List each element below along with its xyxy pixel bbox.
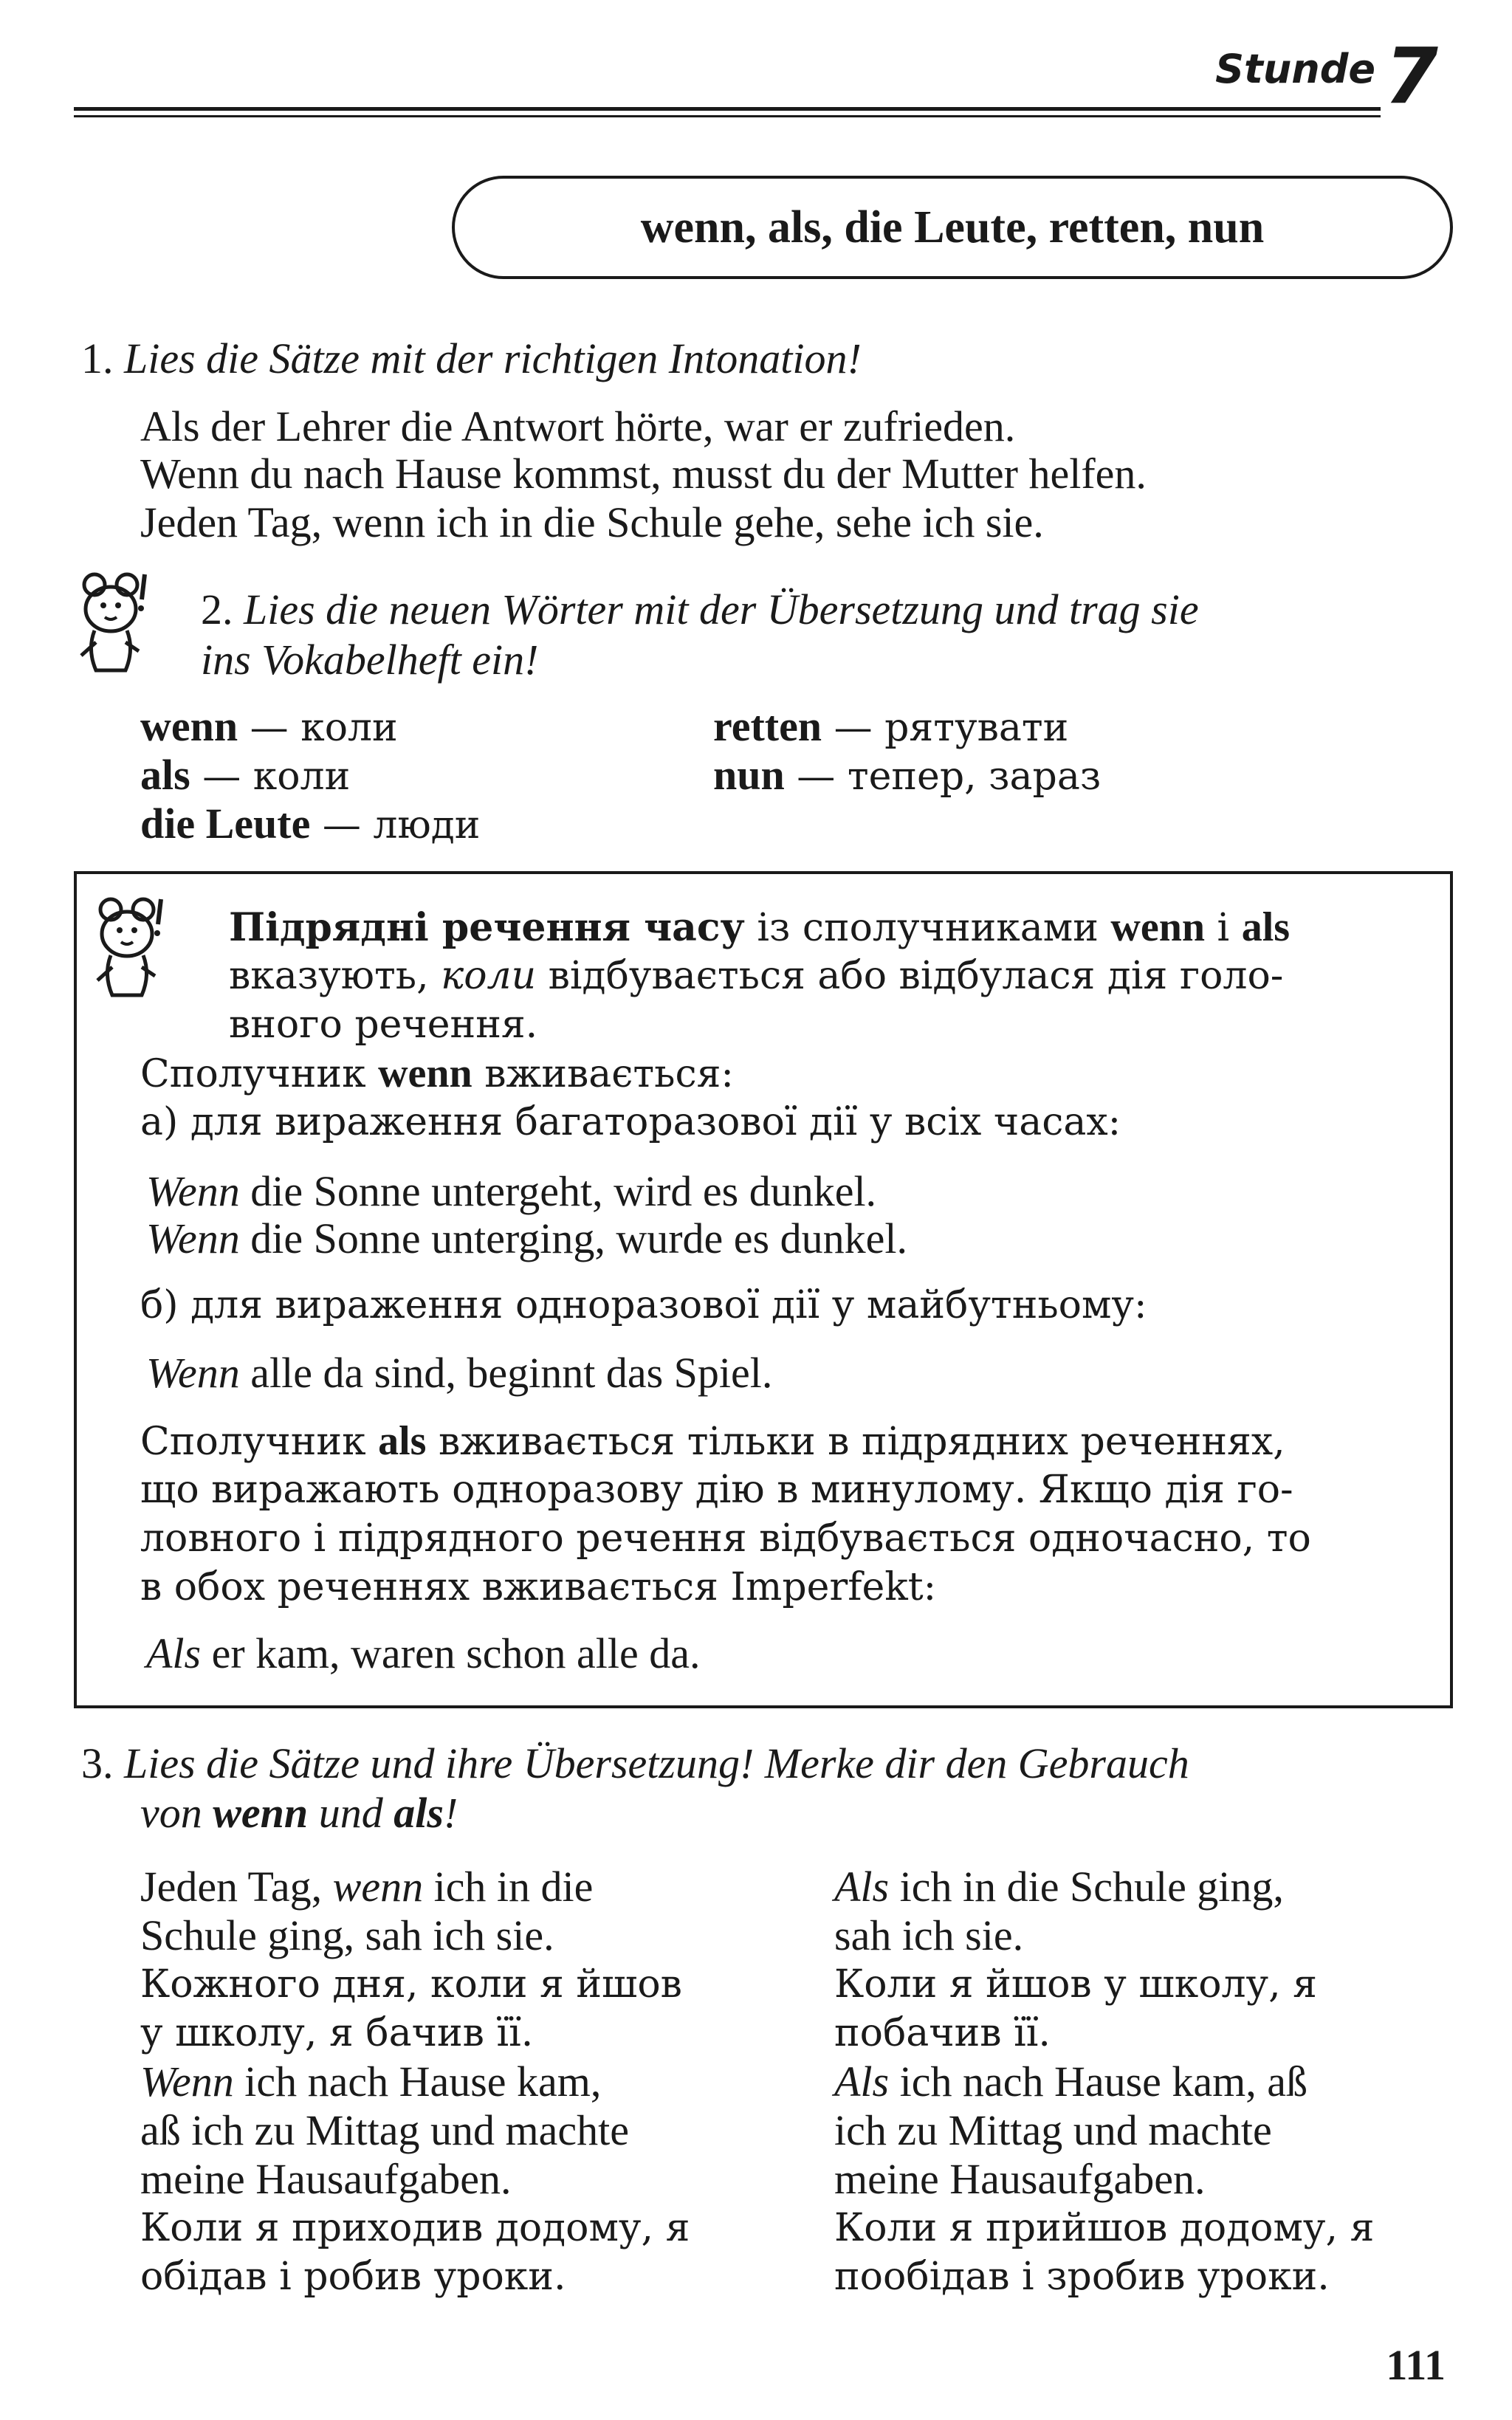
- task3-instruction-1: Lies die Sätze und ihre Übersetzung! Merke dir den Gebrauch: [124, 1739, 1189, 1787]
- task3-left-line-7: meine Hausaufgaben.: [140, 2155, 512, 2203]
- grammar-line-6: б) для вираження одноразової дії у майбутньому:: [140, 1283, 1147, 1327]
- grammar-text: і: [1205, 906, 1242, 950]
- instruction-keyword-als: als: [394, 1789, 444, 1837]
- task1-heading: [81, 334, 862, 384]
- example-conjunction: Wenn: [140, 2058, 234, 2106]
- example-text: ich nach Hause kam,: [233, 2058, 602, 2106]
- vocab-translation: тепер, зараз: [847, 754, 1102, 799]
- example-conjunction: Als: [146, 1629, 202, 1677]
- instruction-text: von: [140, 1789, 213, 1837]
- instruction-text: und: [308, 1789, 394, 1837]
- vocab-entry-wenn: [140, 701, 398, 753]
- grammar-text: із сполучниками: [744, 906, 1111, 950]
- grammar-text: Сполучник: [140, 1420, 379, 1464]
- example-text: alle da sind, beginnt das Spiel.: [239, 1349, 773, 1397]
- grammar-text: вживається:: [472, 1052, 734, 1096]
- example-text: die Sonne unterging, wurde es dunkel.: [239, 1214, 907, 1262]
- grammar-line-3: вного речення.: [229, 1003, 538, 1047]
- grammar-example-2: [146, 1214, 907, 1264]
- example-text: Jeden Tag,: [140, 1863, 333, 1911]
- task3-right-line-9: пообідав і зробив уроки.: [834, 2255, 1330, 2299]
- grammar-term: Підрядні речення часу: [229, 905, 745, 950]
- example-text: er kam, waren schon alle da.: [201, 1629, 701, 1677]
- vocab-word: als: [140, 751, 190, 799]
- task1-instruction: Lies die Sätze mit der richtigen Intonation!: [124, 334, 862, 382]
- task1-number: 1.: [81, 334, 114, 382]
- vocabulary-banner-text: wenn, als, die Leute, retten, nun: [640, 202, 1265, 252]
- vocab-translation: коли: [300, 706, 398, 750]
- vocab-entry-die-leute: [140, 799, 480, 850]
- example-text: ich nach Hause kam, aß: [889, 2058, 1308, 2106]
- task3-heading: [81, 1739, 1189, 1789]
- vocab-word: retten: [713, 702, 822, 750]
- example-text: die Sonne untergeht, wird es dunkel.: [239, 1167, 877, 1215]
- task3-right-line-3: Коли я йшов у школу, я: [834, 1962, 1317, 2007]
- grammar-example-1: [146, 1166, 876, 1217]
- grammar-line-4: [140, 1048, 734, 1099]
- example-conjunction: Als: [834, 2058, 890, 2106]
- vocab-word: nun: [713, 751, 785, 799]
- example-conjunction: Wenn: [146, 1214, 240, 1262]
- vocab-translation: коли: [252, 754, 351, 799]
- bear-mascot-icon: [74, 568, 155, 679]
- grammar-line-8: що виражають одноразову дію в минулому. Якщо дія го-: [140, 1468, 1293, 1512]
- task2-heading: [201, 585, 1199, 635]
- task2-number: 2.: [201, 585, 233, 633]
- task3-left-line-5: [140, 2057, 601, 2107]
- grammar-line-5: а) для вираження багаторазової дії у всіх часах:: [140, 1100, 1121, 1144]
- grammar-line-1: [229, 902, 1290, 953]
- task3-left-line-6: aß ich zu Mittag und machte: [140, 2106, 629, 2154]
- grammar-text: відбувається або відбулася дія голо-: [536, 954, 1284, 998]
- task1-line-1: Als der Lehrer die Antwort hörte, war er zufrieden.: [140, 402, 1016, 450]
- task3-instruction-2: [140, 1788, 458, 1838]
- task3-left-line-1: [140, 1862, 593, 1912]
- task1-line-3: Jeden Tag, wenn ich in die Schule gehe, sehe ich sie.: [140, 498, 1044, 546]
- task1-line-2: Wenn du nach Hause kommst, musst du der Mutter helfen.: [140, 450, 1147, 498]
- page-number: 111: [1386, 2341, 1446, 2389]
- task3-right-line-5: [834, 2057, 1307, 2107]
- task3-left-line-8: Коли я приходив додому, я: [140, 2206, 690, 2250]
- grammar-example-3: [146, 1348, 772, 1398]
- grammar-emphasis: коли: [441, 954, 537, 998]
- example-conjunction: Als: [834, 1863, 890, 1911]
- lesson-label: Stunde: [1215, 46, 1375, 92]
- vocab-translation: рятувати: [884, 706, 1069, 750]
- grammar-keyword-wenn: wenn: [1110, 904, 1206, 950]
- grammar-line-9: ловного і підрядного речення відбувається одночасно, то: [140, 1516, 1311, 1561]
- example-conjunction: wenn: [332, 1863, 424, 1911]
- grammar-text: вказують,: [229, 954, 441, 998]
- grammar-keyword-wenn: wenn: [378, 1051, 472, 1096]
- grammar-text: вживається тільки в підрядних реченнях,: [426, 1420, 1285, 1464]
- example-conjunction: Wenn: [146, 1167, 240, 1215]
- vocab-word: wenn: [140, 702, 238, 750]
- grammar-example-4: [146, 1629, 701, 1679]
- vocab-entry-als: [140, 750, 350, 802]
- task2-instruction-1: Lies die neuen Wörter mit der Übersetzung und trag sie: [244, 585, 1199, 633]
- task3-right-line-8: Коли я прийшов додому, я: [834, 2206, 1375, 2250]
- header-rule: [74, 107, 1381, 117]
- task3-right-line-7: meine Hausaufgaben.: [834, 2155, 1206, 2203]
- vocab-word: die Leute: [140, 800, 311, 848]
- example-text: ich in die Schule ging,: [889, 1863, 1284, 1911]
- example-text: ich in die: [423, 1863, 594, 1911]
- vocab-dash: —: [822, 706, 885, 750]
- task3-right-line-1: [834, 1862, 1284, 1912]
- example-conjunction: Wenn: [146, 1349, 240, 1397]
- grammar-line-10: в обох реченнях вживається Imperfekt:: [140, 1565, 937, 1609]
- grammar-keyword-als: als: [378, 1418, 427, 1464]
- vocab-dash: —: [784, 754, 848, 799]
- task3-left-line-2: Schule ging, sah ich sie.: [140, 1911, 554, 1959]
- task3-number: 3.: [81, 1739, 114, 1787]
- task3-right-line-2: sah ich sie.: [834, 1911, 1024, 1959]
- task3-right-line-6: ich zu Mittag und machte: [834, 2106, 1272, 2154]
- grammar-line-2: [229, 951, 1283, 1001]
- task3-left-line-4: у школу, я бачив її.: [140, 2011, 534, 2055]
- task3-left-line-3: Кожного дня, коли я йшов: [140, 1962, 682, 2007]
- vocab-dash: —: [310, 803, 374, 848]
- task3-right-line-4: побачив її.: [834, 2011, 1051, 2055]
- vocab-translation: люди: [373, 803, 481, 848]
- grammar-line-7: [140, 1416, 1285, 1467]
- task3-left-line-9: обідав і робив уроки.: [140, 2255, 566, 2299]
- task2-instruction-2: ins Vokabelheft ein!: [201, 636, 539, 684]
- vocab-entry-nun: [713, 750, 1101, 802]
- vocabulary-banner: [452, 176, 1453, 279]
- lesson-number: 7: [1384, 31, 1438, 121]
- instruction-keyword-wenn: wenn: [213, 1789, 309, 1837]
- vocab-entry-retten: [713, 701, 1068, 753]
- vocab-dash: —: [238, 706, 301, 750]
- grammar-keyword-als: als: [1241, 904, 1291, 950]
- grammar-text: Сполучник: [140, 1052, 379, 1096]
- vocab-dash: —: [190, 754, 253, 799]
- bear-mascot-icon: [90, 893, 171, 1004]
- instruction-text: !: [443, 1789, 458, 1837]
